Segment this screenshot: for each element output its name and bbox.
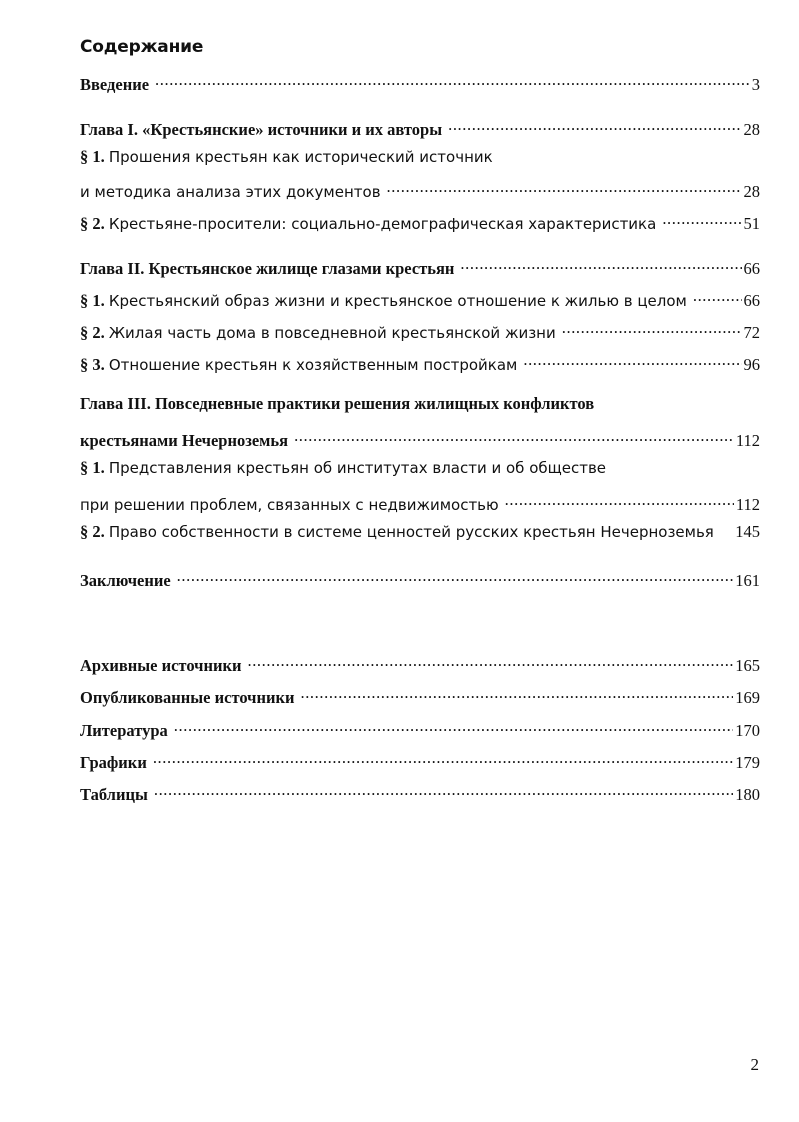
dot-leader: [155, 70, 750, 90]
toc-title: Содержание: [80, 37, 204, 57]
toc-entry-label: Опубликованные источники: [80, 688, 295, 707]
toc-entry-label: Заключение: [80, 571, 171, 590]
toc-entry-page: 112: [735, 431, 760, 450]
page-number: 2: [750, 1055, 759, 1074]
toc-entry-page: 66: [743, 291, 760, 310]
dot-leader: [174, 716, 733, 736]
toc-entry-chapter-1-section-1-line-1[interactable]: [80, 147, 760, 167]
dot-leader: [693, 286, 742, 306]
toc-entry-chapter-3-section-1-line-2[interactable]: [80, 490, 760, 515]
toc-entry-page: 165: [735, 656, 760, 675]
dot-leader: [387, 177, 742, 197]
toc-entry-label: и методика анализа этих документов: [80, 183, 381, 201]
toc-entry-label: Архивные источники: [80, 656, 242, 675]
toc-entry-label: Таблицы: [80, 785, 148, 804]
toc-entry-page: 145: [735, 522, 760, 541]
dot-leader: [300, 683, 733, 703]
toc-entry-introduction[interactable]: [80, 70, 760, 95]
toc-entry-label: крестьянами Нечерноземья: [80, 431, 289, 450]
toc-entry-page: 161: [735, 571, 760, 590]
toc-entry-chapter-2-section-1[interactable]: [80, 286, 760, 311]
dot-leader: [662, 209, 741, 229]
toc-entry-page: 72: [743, 323, 760, 342]
section-number: § 3.: [80, 355, 105, 374]
toc-entry-archival-sources[interactable]: [80, 651, 760, 676]
toc-entry-label: Крестьянский образ жизни и крестьянское отношение к жилью в целом: [108, 292, 687, 310]
toc-entry-label: Жилая часть дома в повседневной крестьянской жизни: [108, 324, 556, 342]
dot-leader: [523, 350, 741, 370]
dot-leader: [505, 490, 734, 510]
toc-entry-page: 170: [735, 721, 760, 740]
dot-leader: [177, 566, 734, 586]
toc-entry-page: 28: [743, 120, 760, 139]
toc-entry-conclusion[interactable]: [80, 566, 760, 591]
toc-entry-page: 3: [751, 75, 760, 94]
toc-entry-label: Литература: [80, 721, 168, 740]
section-number: § 1.: [80, 291, 105, 310]
toc-entry-chapter-1-section-2[interactable]: [80, 209, 760, 234]
toc-entry-label: Отношение крестьян к хозяйственным постройкам: [108, 356, 518, 374]
toc-entry-chapter-1[interactable]: [80, 115, 760, 140]
toc-entry-page: 179: [735, 753, 760, 772]
toc-entry-page: 51: [743, 214, 760, 233]
section-number: § 1.: [80, 458, 105, 477]
dot-leader: [153, 748, 733, 768]
toc-entry-page: 28: [743, 182, 760, 201]
toc-entry-label: при решении проблем, связанных с недвижимостью: [80, 496, 499, 514]
section-number: § 2.: [80, 214, 105, 233]
section-number: § 2.: [80, 323, 105, 342]
section-number: § 2.: [80, 522, 105, 541]
dot-leader: [448, 115, 741, 135]
toc-entry-label: Прошения крестьян как исторический источник: [108, 148, 493, 166]
toc-entry-page: 96: [743, 355, 760, 374]
dot-leader: [154, 780, 733, 800]
toc-entry-chapter-3-line-2[interactable]: [80, 426, 760, 451]
toc-entry-literature[interactable]: [80, 716, 760, 741]
dot-leader: [247, 651, 733, 671]
toc-entry-page: 66: [743, 259, 760, 278]
toc-entry-page: 169: [735, 688, 760, 707]
toc-entry-label: Право собственности в системе ценностей русских крестьян Нечерноземья: [108, 523, 714, 541]
toc-entry-chapter-3-section-2[interactable]: [80, 522, 760, 542]
toc-entry-label: Графики: [80, 753, 147, 772]
toc-entry-chapter-1-section-1-line-2[interactable]: [80, 177, 760, 202]
dot-leader: [294, 426, 734, 446]
toc-entry-graphs[interactable]: [80, 748, 760, 773]
toc-entry-chapter-3-section-1-line-1[interactable]: [80, 458, 760, 478]
toc-entry-label: Глава I. «Крестьянские» источники и их авторы: [80, 120, 443, 139]
toc-entry-label: Глава III. Повседневные практики решения жилищных конфликтов: [80, 394, 595, 413]
toc-entry-chapter-2[interactable]: [80, 254, 760, 279]
toc-entry-page: 112: [735, 495, 760, 514]
toc-entry-chapter-2-section-2[interactable]: [80, 318, 760, 343]
toc-entry-label: Глава II. Крестьянское жилище глазами крестьян: [80, 259, 455, 278]
toc-entry-page: 180: [735, 785, 760, 804]
toc-entry-tables[interactable]: [80, 780, 760, 805]
toc-entry-published-sources[interactable]: [80, 683, 760, 708]
toc-entry-label: Введение: [80, 75, 150, 94]
toc-entry-chapter-3-line-1[interactable]: [80, 394, 760, 414]
toc-entry-label: Представления крестьян об институтах власти и об обществе: [108, 459, 607, 477]
dot-leader: [460, 254, 741, 274]
dot-leader: [562, 318, 742, 338]
toc-entry-label: Крестьяне-просители: социально-демографическая характеристика: [108, 215, 657, 233]
toc-entry-chapter-2-section-3[interactable]: [80, 350, 760, 375]
section-number: § 1.: [80, 147, 105, 166]
